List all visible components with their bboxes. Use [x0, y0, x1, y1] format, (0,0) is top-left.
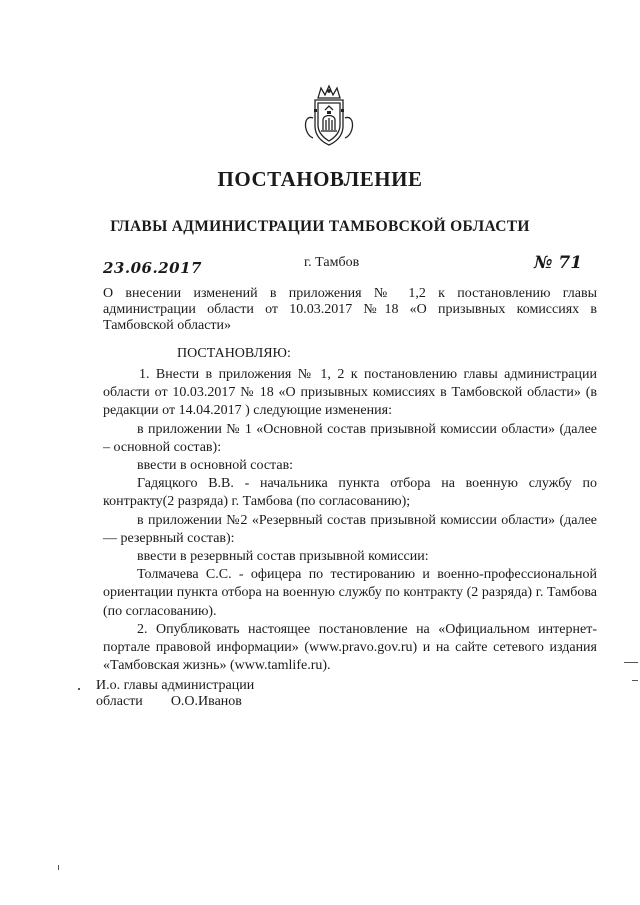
signature-block — [96, 678, 254, 710]
scan-mark — [58, 865, 59, 870]
document-date: 23.06.2017 — [103, 259, 202, 277]
document-subtitle: ГЛАВЫ АДМИНИСТРАЦИИ ТАМБОВСКОЙ ОБЛАСТИ — [110, 218, 530, 235]
signature-position: И.о. главы администрации — [96, 678, 255, 693]
signature-name: О.О.Иванов — [170, 694, 242, 709]
document-title: ПОСТАНОВЛЕНИЕ — [217, 167, 423, 191]
paragraph: в приложении № 1 «Основной состав призывной комиссии области» (далее – основной состав): — [103, 421, 597, 455]
document-body — [103, 366, 597, 675]
paragraph: Гадяцкого В.В. - начальника пункта отбора на военную службу по контракту(2 разряда) г. Тамбова (по согласованию); — [103, 476, 597, 510]
scan-mark — [78, 688, 80, 690]
scan-mark — [624, 662, 638, 663]
paragraph: 1. Внести в приложения № 1, 2 к постановлению главы администрации области от 10.03.2017 № 18 «О призывных комиссиях в Тамбовской области» (в редакции от 14.04.2017 ) следующие изменения: — [103, 367, 597, 419]
document-number: № 71 — [534, 253, 583, 273]
paragraph: ввести в резервный состав призывной комиссии: — [137, 549, 429, 565]
scan-mark — [632, 680, 638, 681]
paragraph: Толмачева С.С. - офицера по тестированию и военно-профессиональной ориентации пункта отбора на военную службу по контракту (2 разряда) г. Тамбова (по согласованию). — [103, 567, 597, 619]
decree-heading: ПОСТАНОВЛЯЮ: — [177, 346, 291, 361]
paragraph: в приложении №2 «Резервный состав призывной комиссии области» (далее — резервный состав): — [103, 512, 597, 546]
paragraph: ввести в основной состав: — [137, 458, 294, 474]
signature-position-line2: области — [96, 694, 143, 709]
document-subject: О внесении изменений в приложения № 1,2 к постановлению главы администрации области от 10.03.2017 №18 «О призывных комиссиях в Тамбовской области» — [103, 286, 597, 333]
coat-of-arms-icon — [301, 84, 357, 148]
paragraph: 2. Опубликовать настоящее постановление на «Официальном интернет-портале правовой информации» (www.pravo.gov.ru) и на сайте сетевого издания «Тамбовская жизнь» (www.tamlife.ru). — [103, 621, 597, 674]
document-city: г. Тамбов — [304, 255, 360, 270]
